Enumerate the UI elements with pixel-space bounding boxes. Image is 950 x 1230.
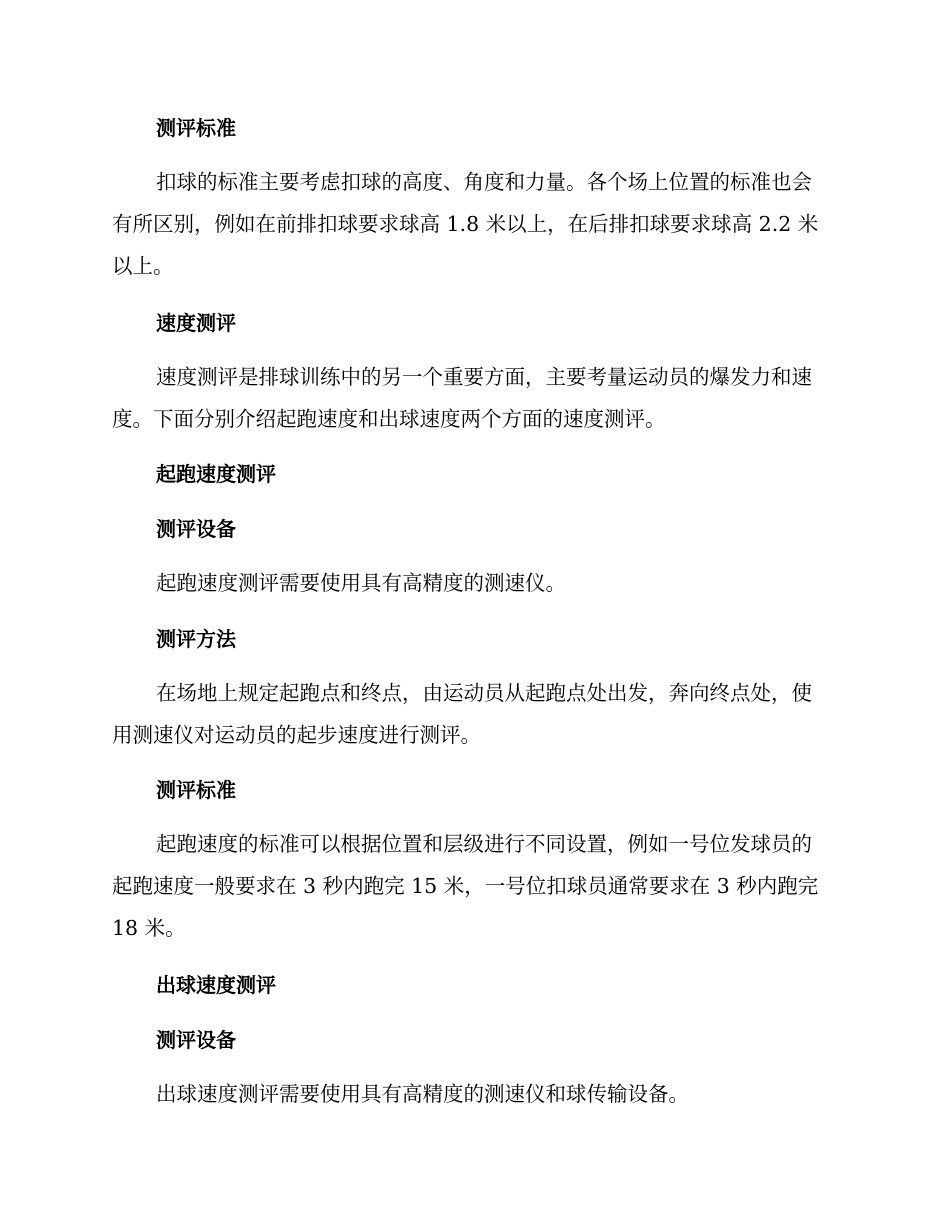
paragraph-start-equipment: 起跑速度测评需要使用具有高精度的测速仪。 xyxy=(156,571,566,595)
paragraph-start-method: 在场地上规定起跑点和终点，由运动员从起跑点处出发，奔向终点处，使用测速仪对运动员的起步速度进行测评。 xyxy=(112,681,812,747)
section-heading-ball-equipment: 测评设备 xyxy=(156,1028,236,1052)
paragraph-ball-equipment: 出球速度测评需要使用具有高精度的测速仪和球传输设备。 xyxy=(156,1082,689,1106)
section-heading-ball-speed: 出球速度测评 xyxy=(156,973,276,997)
section-heading-spike-standard: 测评标准 xyxy=(156,116,236,140)
paragraph-start-standard: 起跑速度的标准可以根据位置和层级进行不同设置，例如一号位发球员的起跑速度一般要求在 3 秒内跑完 15 米，一号位扣球员通常要求在 3 秒内跑完 18 米。 xyxy=(112,832,819,940)
section-heading-speed-assessment: 速度测评 xyxy=(156,311,236,335)
section-heading-start-method: 测评方法 xyxy=(156,627,236,651)
section-heading-start-speed: 起跑速度测评 xyxy=(156,462,276,486)
paragraph-speed-assessment: 速度测评是排球训练中的另一个重要方面，主要考量运动员的爆发力和速度。下面分别介绍起跑速度和出球速度两个方面的速度测评。 xyxy=(112,365,812,431)
paragraph-spike-standard: 扣球的标准主要考虑扣球的高度、角度和力量。各个场上位置的标准也会有所区别，例如在前排扣球要求球高 1.8 米以上，在后排扣球要求球高 2.2 米以上。 xyxy=(112,170,819,278)
section-heading-start-equipment: 测评设备 xyxy=(156,517,236,541)
section-heading-start-standard: 测评标准 xyxy=(156,778,236,802)
